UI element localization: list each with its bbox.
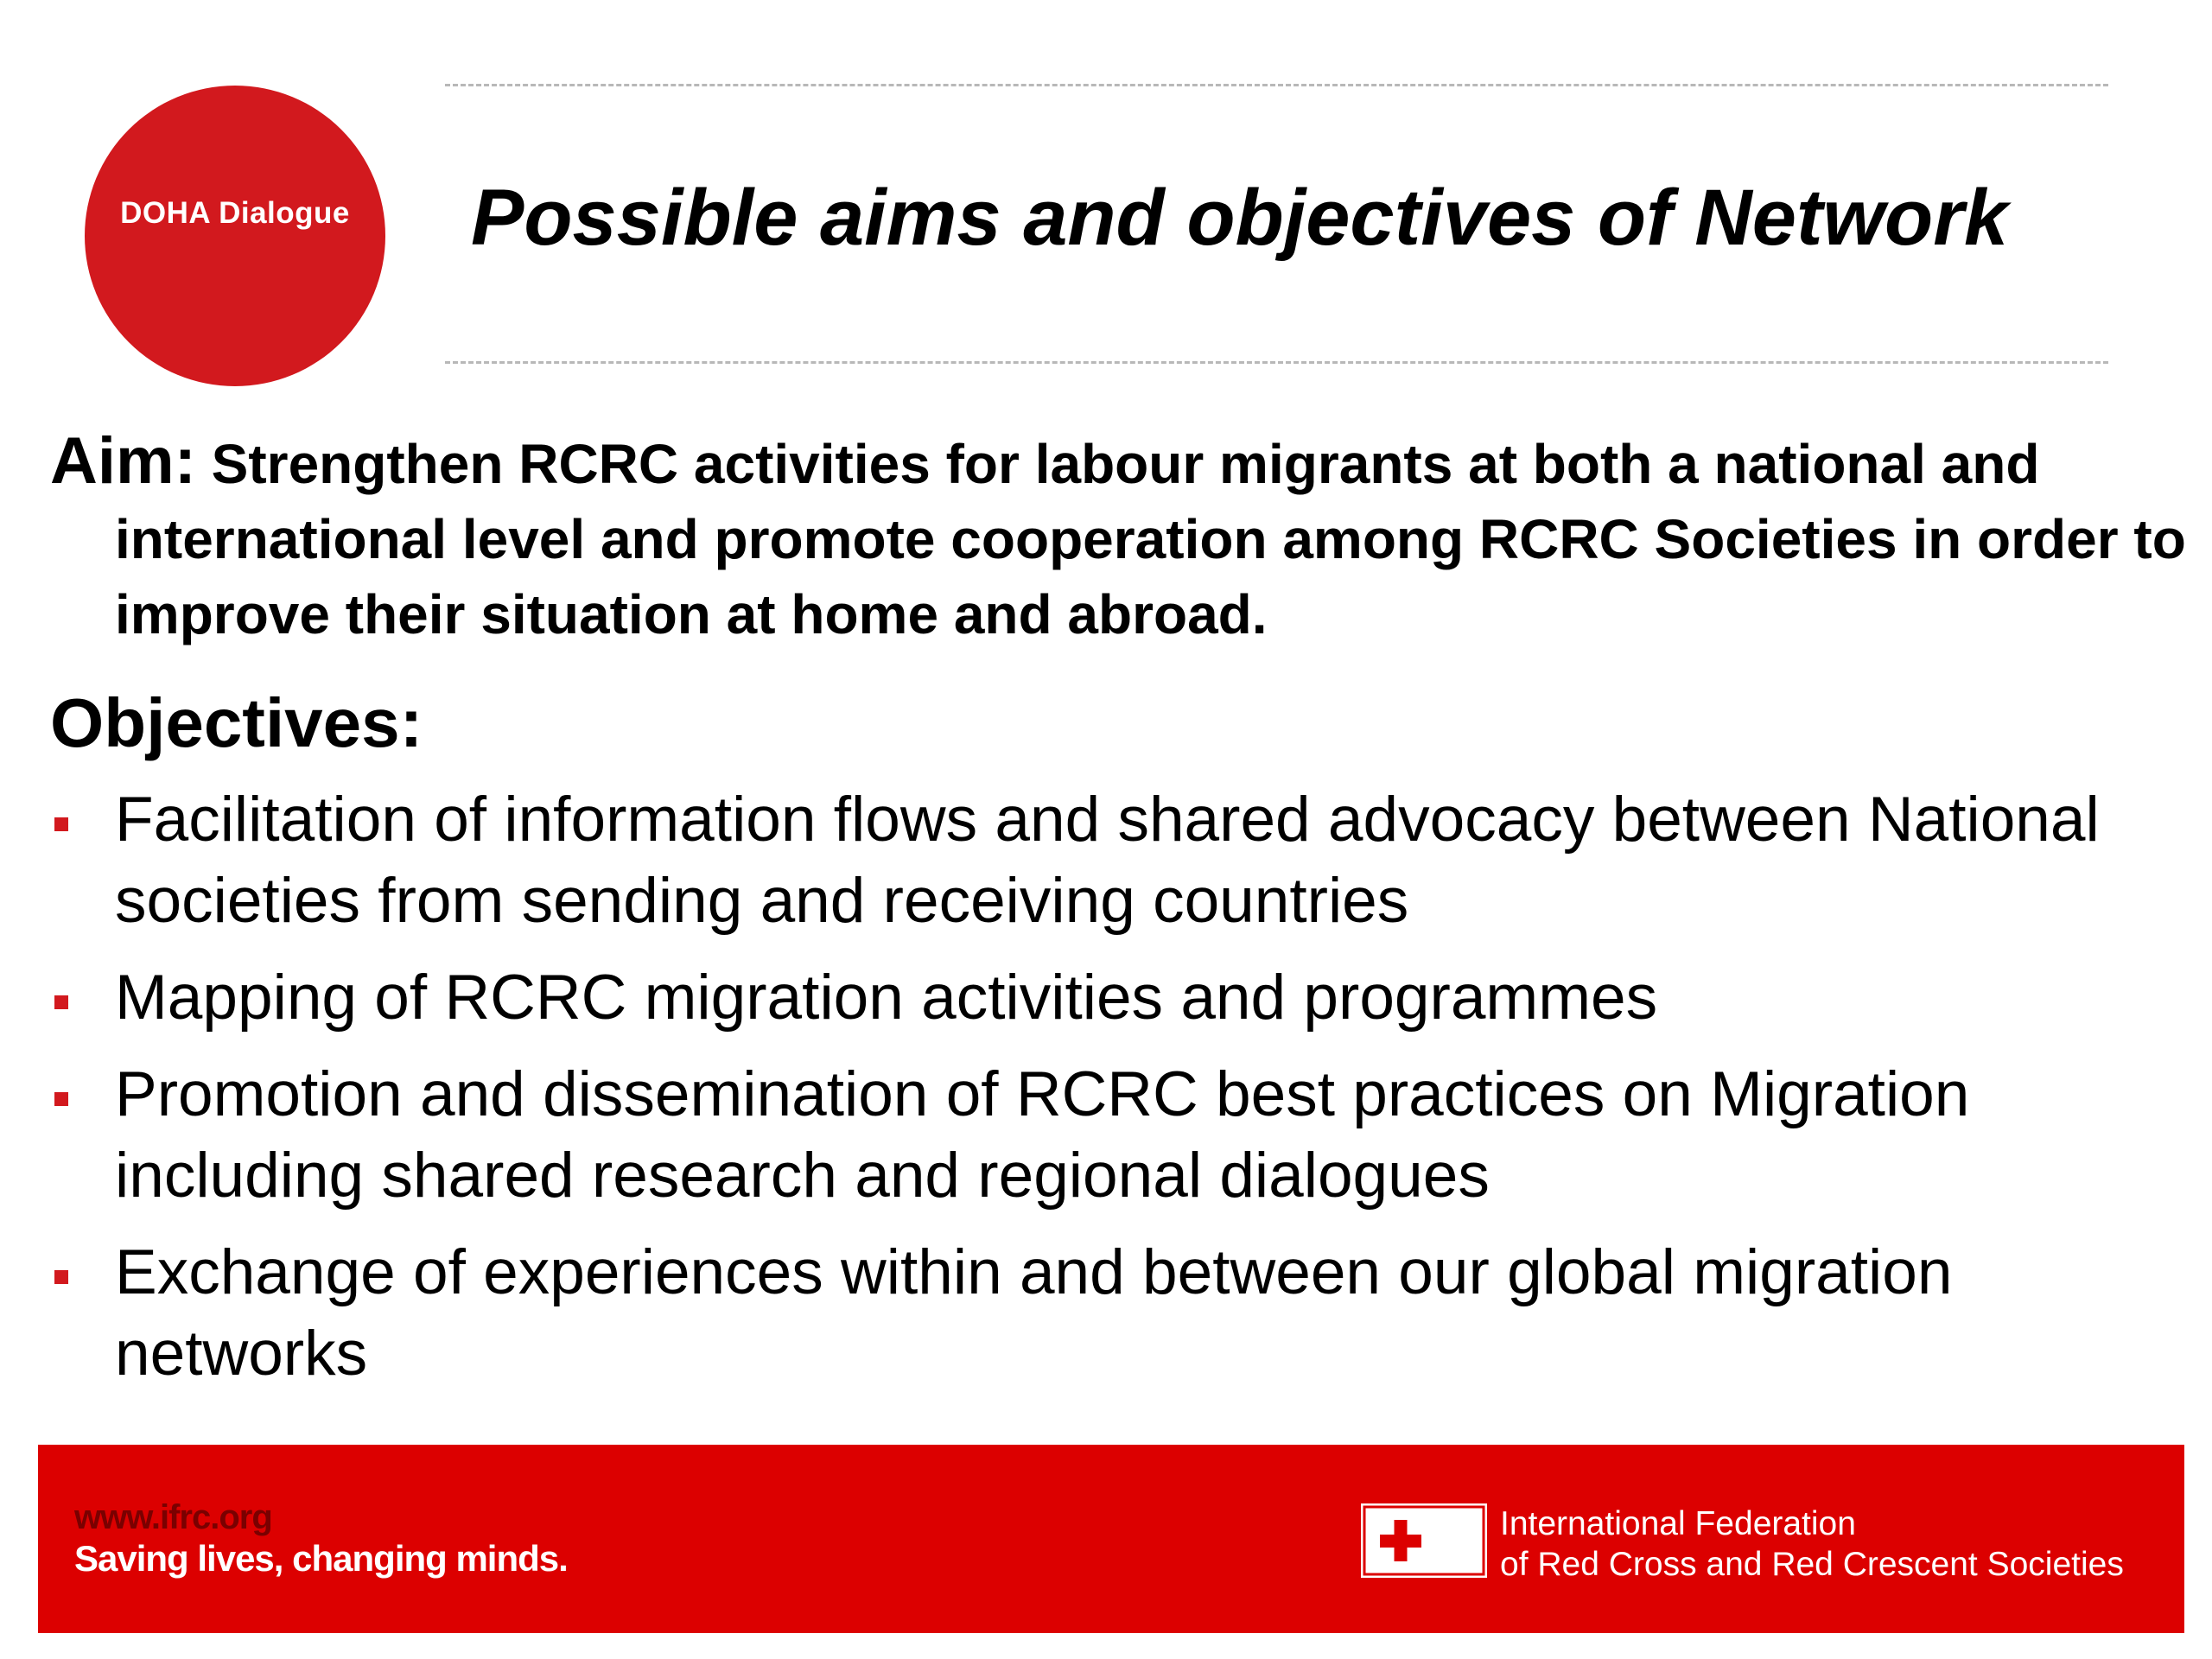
objective-text: Facilitation of information flows and shared advocacy between National societies from sending and receiving countries xyxy=(115,785,2100,936)
footer-url-link[interactable]: www.ifrc.org xyxy=(74,1498,272,1536)
objective-item xyxy=(50,1232,2167,1395)
objective-item xyxy=(50,779,2167,942)
bullet-square-icon xyxy=(54,1092,68,1106)
org-name-line1: International Federation xyxy=(1500,1505,1856,1542)
footer-slogan: Saving lives, changing minds. xyxy=(74,1538,568,1579)
objective-text: Mapping of RCRC migration activities and programmes xyxy=(115,963,1658,1033)
objective-item xyxy=(50,957,2167,1039)
footer-bar xyxy=(38,1445,2184,1633)
objective-text: Exchange of experiences within and between our global migration networks xyxy=(115,1237,1953,1389)
objectives-heading: Objectives: xyxy=(50,684,423,761)
bottom-dashed-divider xyxy=(445,361,2108,364)
aim-text: Strengthen RCRC activities for labour migrants at both a national and international level and promote cooperation among RCRC Societies in order to improve their situation at home and abroad. xyxy=(115,433,2186,645)
aim-paragraph xyxy=(50,423,2212,652)
organization-name xyxy=(1500,1503,2124,1585)
page-title: Possible aims and objectives of Network xyxy=(471,174,2009,262)
bullet-square-icon xyxy=(54,995,68,1009)
objective-text: Promotion and dissemination of RCRC best practices on Migration including shared research and regional dialogues xyxy=(115,1059,1970,1211)
bullet-square-icon xyxy=(54,1270,68,1284)
bullet-square-icon xyxy=(54,817,68,831)
doha-dialogue-badge xyxy=(85,86,385,386)
top-dashed-divider xyxy=(445,84,2108,86)
aim-label: Aim: xyxy=(50,424,196,498)
org-name-line2: of Red Cross and Red Crescent Societies xyxy=(1500,1546,2124,1583)
badge-label: DOHA Dialogue xyxy=(120,196,350,230)
red-cross-red-crescent-emblem-icon xyxy=(1361,1503,1487,1578)
objective-item xyxy=(50,1054,2167,1217)
objectives-list xyxy=(50,779,2167,1410)
